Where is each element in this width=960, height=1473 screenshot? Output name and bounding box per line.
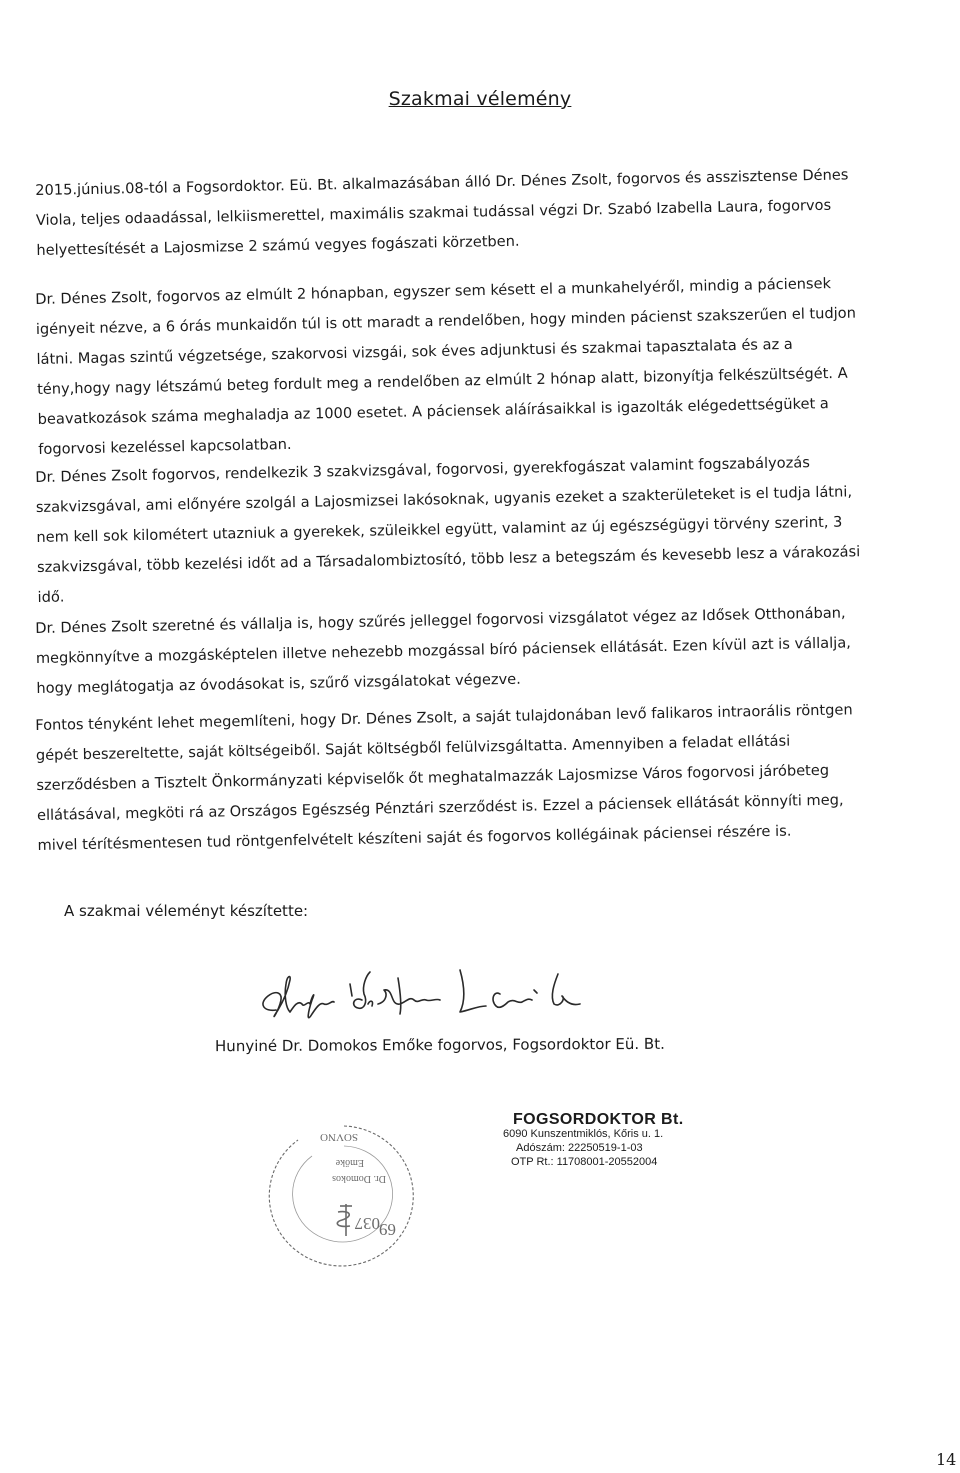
seal-text-number-a: 037: [354, 1214, 380, 1233]
signer-name: Hunyiné Dr. Domokos Emőke fogorvos, Fogsordoktor Eü. Bt.: [214, 1034, 665, 1056]
paragraph-xray: Fontos tényként lehet megemlíteni, hogy Dr. Dénes Zsolt, a saját tulajdonában levő falikaros intraorális röntgen gépét beszereltette, saját költségeiből. Saját költségből felülvizsgáltatta. Amennyiben a feladat ellátási szerződésben a Tisztelt Önkormányzati képviselők őt meghatalmazzák Lajosmizse Város fogorvosi járóbeteg ellátásával, megköti rá az Országos Egészség Pénztári szerződést is. Ezzel a páciensek ellátását könnyíti meg, mivel térítésmentesen tud röntgenfelvételt készíteni saját és fogorvos kollégáinak páciensei részére is.: [35, 701, 853, 854]
seal-text-first-name: Emőke: [335, 1157, 364, 1168]
stamp-tax-number: Adószám: 22250519-1-03: [516, 1142, 643, 1154]
paragraph-screening: Dr. Dénes Zsolt szeretné és vállalja is, hogy szűrés jelleggel fogorvosi vizsgálatot végez az Idősek Otthonában, megkönnyítve a mozgásképtelen illetve nehezebb mozgással bíró páciensek ellátását. Ezen kívül azt is vállalja, hogy meglátogatja az óvodásokat is, szűrő vizsgálatokat végezve.: [35, 604, 851, 697]
page-number: 14: [936, 1450, 957, 1469]
paragraph-performance: Dr. Dénes Zsolt, fogorvos az elmúlt 2 hónapban, egyszer sem késett el a munkahelyéről, mindig a páciensek igényeit nézve, a 6 órás munkaidőn túl is ott maradt a rendelőben, hogy minden pácienst szakszerűen el tudjon látni. Magas szintű végzetsége, szakorvosi vizsgái, sok éves adjunktusi és szakmai tapasztalata és az a tény,hogy nagy létszámú beteg fordult meg a rendelőben az elmúlt 2 hónap alatt, bizonyítja felkészültségét. A beavatkozások száma meghaladja az 1000 esetet. A páciensek aláírásaikkal is igazolták elégedettségüket a fogorvosi kezeléssel kapcsolatban.: [35, 275, 857, 458]
closing-line: A szakmai véleményt készítette:: [64, 902, 309, 920]
document-title: Szakmai vélemény: [388, 88, 572, 110]
seal-text-surname: Dr. Domokos: [332, 1173, 386, 1184]
seal-text-number-b: 69: [379, 1220, 396, 1239]
paragraph-appointment: 2015.június.08-tól a Fogsordoktor. Eü. Bt. alkalmazásában álló Dr. Dénes Zsolt, fogorvos és asszisztense Dénes Viola, teljes odaadással, lelkiismerettel, maximális szakmai tudással végzi Dr. Szabó Izabella Laura, fogorvos helyettesítését a Lajosmizse 2 számú vegyes fogászati körzetben.: [35, 166, 849, 259]
company-stamp: [503, 1111, 684, 1169]
stamp-address: 6090 Kunszentmiklós, Kőris u. 1.: [503, 1128, 664, 1140]
seal-text-top: SOVNO: [320, 1131, 358, 1143]
round-seal-stamp: [258, 1112, 430, 1272]
caduceus-icon: [337, 1204, 352, 1236]
stamp-company-name: FOGSORDOKTOR Bt.: [513, 1111, 684, 1128]
stamp-bank-account: OTP Rt.: 11708001-20552004: [511, 1156, 658, 1168]
handwritten-signature: [250, 960, 590, 1040]
paragraph-qualifications: Dr. Dénes Zsolt fogorvos, rendelkezik 3 szakvizsgával, fogorvosi, gyerekfogászat valamint fogszabályozás szakvizsgával, ami előnyére szolgál a Lajosmizsei lakósoknak, ugyanis ezeket a szakterületeket is el tudja látni, nem kell sok kilométert utazniuk a gyerekek, szüleikkel együtt, valamint az új egészségügyi törvény szerint, 3 szakvizsgával, több kezelési időt ad a Társadalombiztosító, több lesz a betegszám és kevesebb lesz a várakozási idő.: [35, 454, 861, 606]
